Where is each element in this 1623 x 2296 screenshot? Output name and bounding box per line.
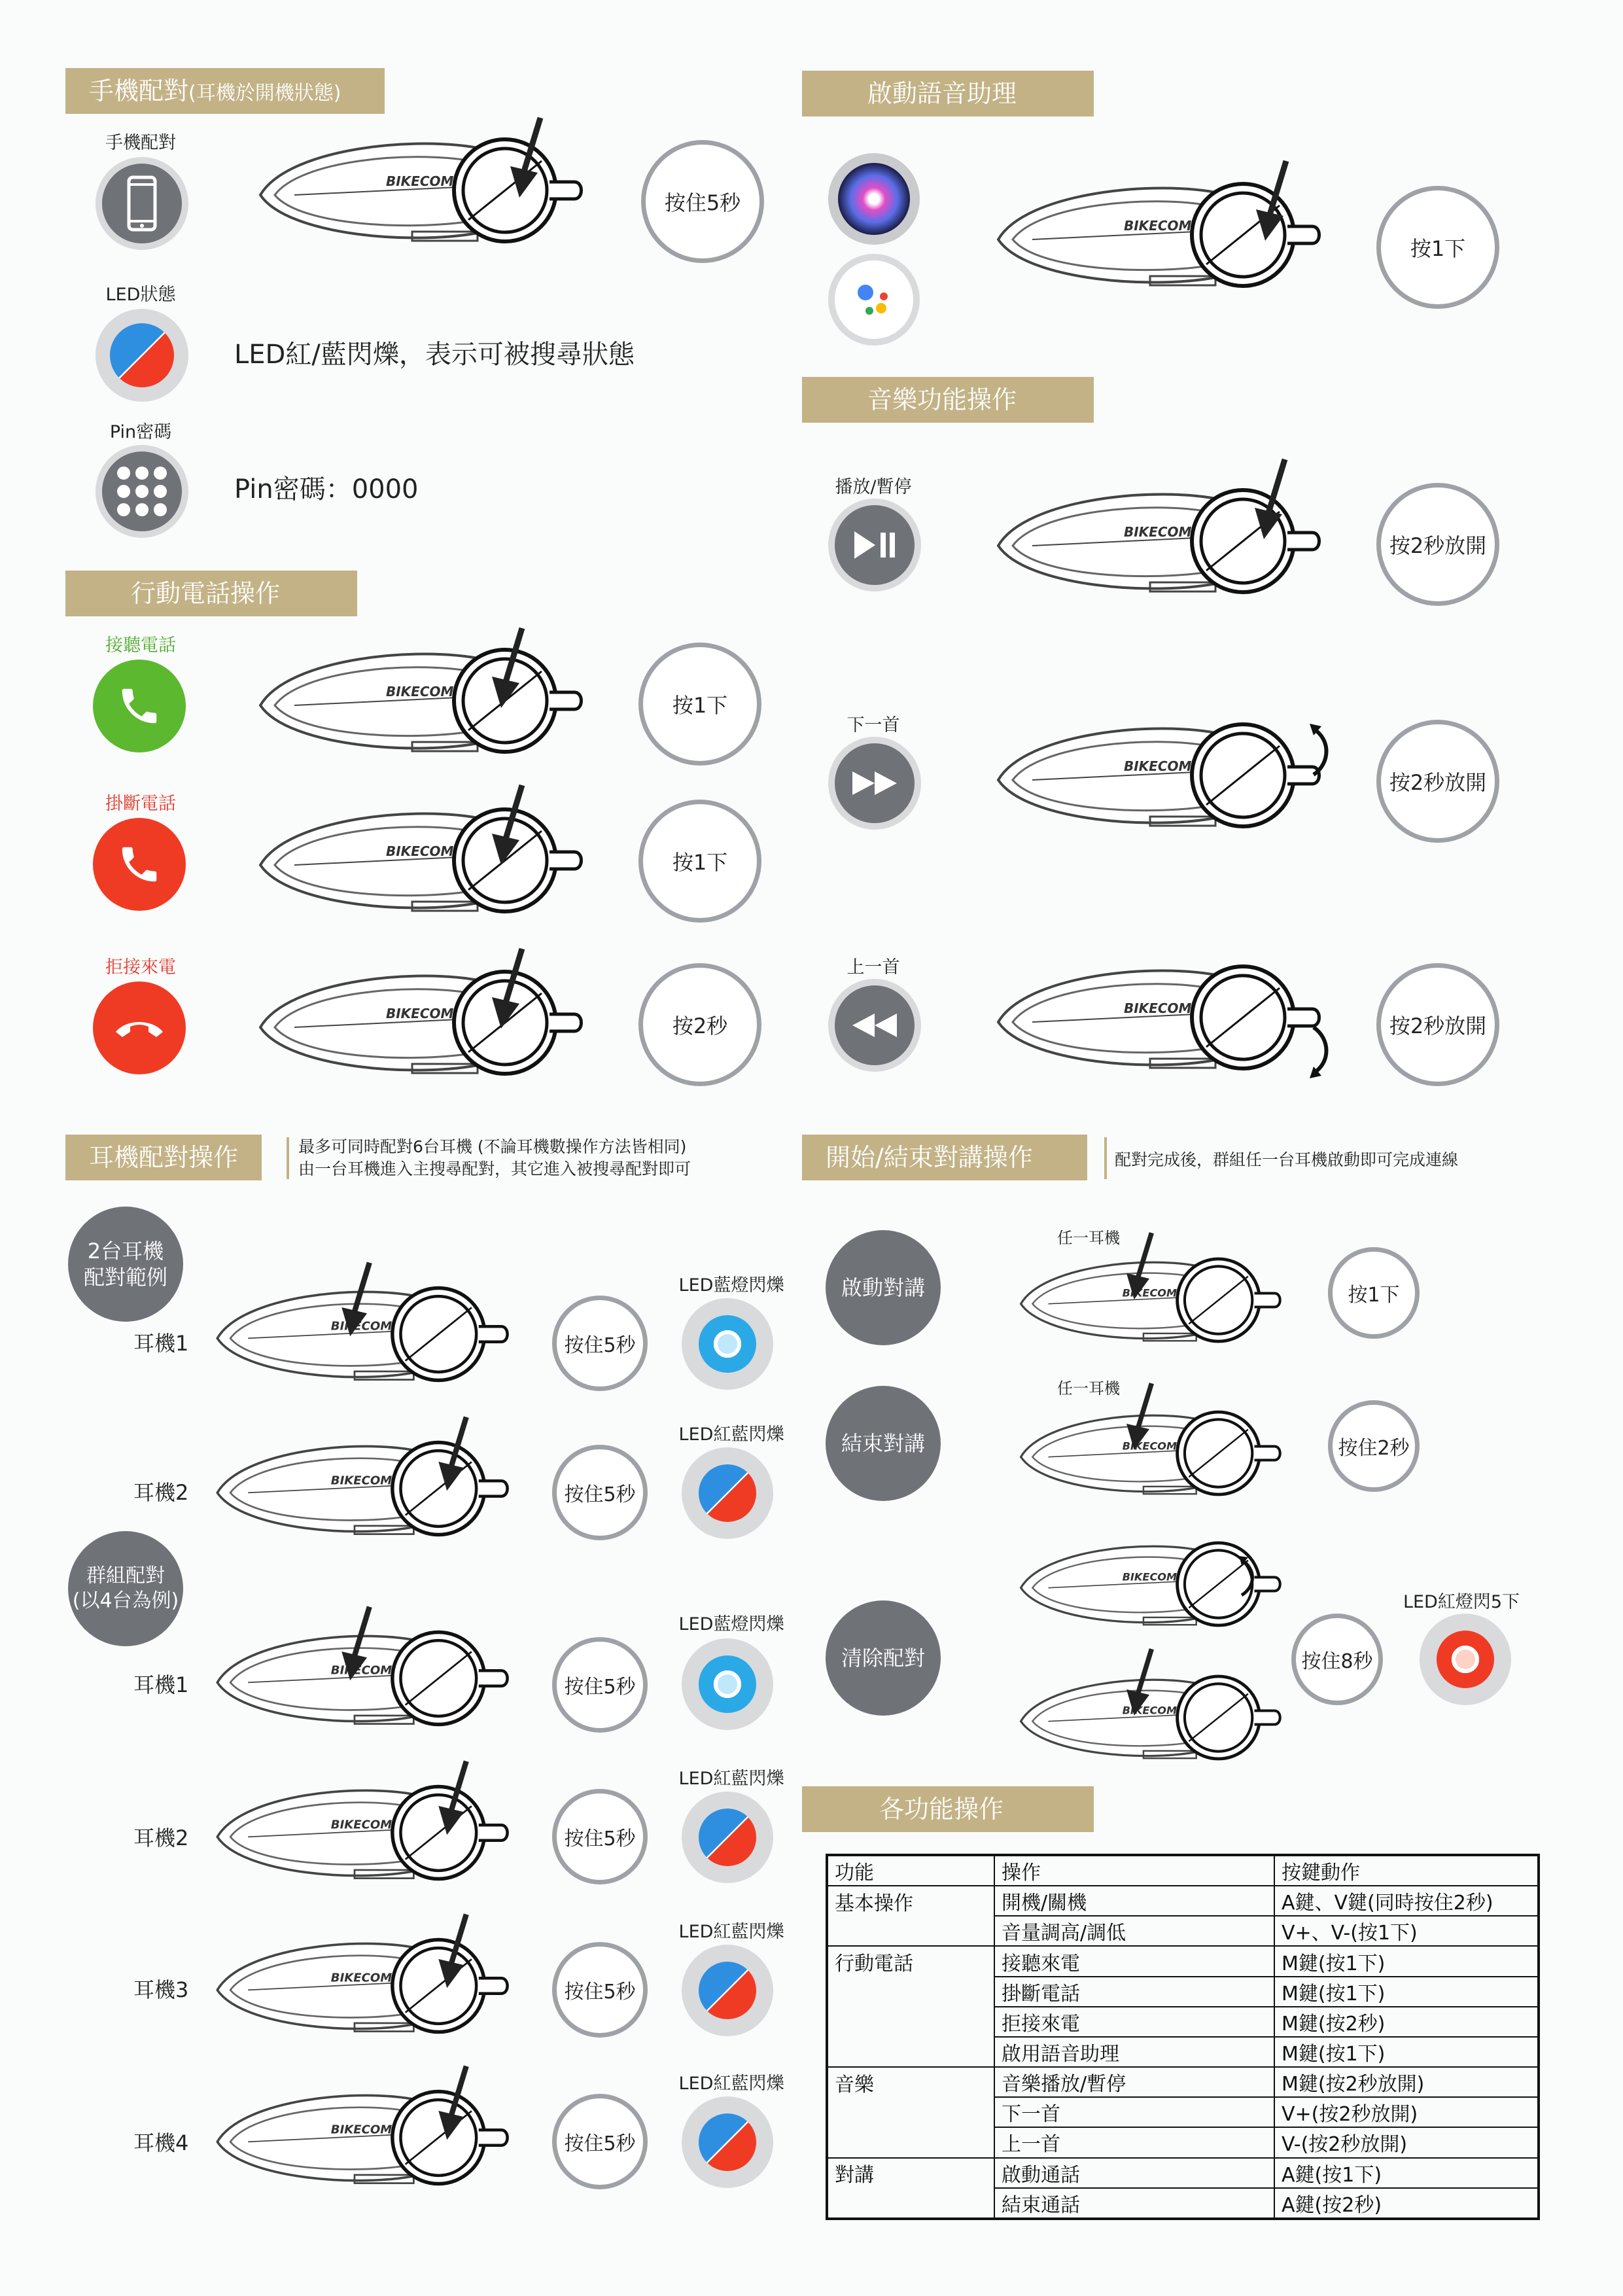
press-arrow-icon	[438, 1415, 475, 1493]
example-two-line2: 配對範例	[83, 1265, 167, 1290]
reject-phone-icon	[93, 981, 186, 1074]
table-header-row	[827, 1855, 1539, 1886]
led-status-text: LED紅/藍閃爍，表示可被搜尋狀態	[234, 340, 635, 370]
headset-pairing-header: 耳機配對操作	[65, 1135, 262, 1180]
table-cell: 下一首	[994, 2097, 1274, 2127]
group-headset-3-label: 耳機3	[133, 1977, 189, 2002]
pin-code-text: Pin密碼：0000	[234, 474, 419, 504]
two-headset-example-badge	[68, 1207, 183, 1322]
led-red-blue-label: LED紅藍閃爍	[678, 2074, 784, 2094]
table-cell: 對講	[827, 2158, 994, 2188]
headset-1-label: 耳機1	[133, 1331, 189, 1356]
phone-pairing-header	[65, 68, 385, 114]
table-cell	[827, 2037, 994, 2067]
headset-device	[249, 792, 589, 929]
table-cell: M鍵(按1下)	[1274, 1946, 1539, 1976]
press-arrow-icon	[1126, 1646, 1159, 1718]
led-red-blue-icon	[682, 1792, 773, 1883]
next-track-action-bubble: 按2秒放開	[1376, 720, 1499, 843]
group-headset-3-action-bubble: 按住5秒	[552, 1942, 648, 2038]
table-cell	[827, 2097, 994, 2127]
next-track-label: 下一首	[846, 715, 900, 735]
functions-header: 各功能操作	[802, 1786, 1094, 1832]
headset-device-rotate-down	[986, 949, 1327, 1086]
table-cell: A鍵(按1下)	[1274, 2158, 1539, 2188]
led-blue-icon	[682, 1298, 773, 1390]
press-arrow-icon	[438, 2064, 475, 2142]
phone-pair-label: 手機配對	[105, 133, 176, 153]
press-arrow-icon	[510, 115, 550, 200]
table-row	[827, 2188, 1539, 2219]
voice-assistant-header: 啟動語音助理	[802, 71, 1094, 116]
table-cell: 拒接來電	[994, 2007, 1274, 2037]
press-arrow-icon	[1126, 1381, 1159, 1453]
table-cell: 掛斷電話	[994, 1977, 1274, 2007]
table-cell: 音量調高/調低	[994, 1916, 1274, 1946]
led-red-blue-icon	[682, 1945, 773, 2036]
reject-call-action-bubble: 按2秒	[638, 963, 761, 1086]
rotate-arrow-icon	[1308, 1021, 1335, 1080]
group-headset-1-action-bubble: 按住5秒	[552, 1637, 648, 1733]
table-row	[827, 2037, 1539, 2067]
hang-up-label: 掛斷電話	[105, 794, 176, 814]
table-cell	[827, 2127, 994, 2157]
headset-pairing-note-1: 最多可同時配對6台耳機 (不論耳機數操作方法皆相同)	[298, 1137, 687, 1156]
answer-call-label: 接聽電話	[105, 635, 176, 656]
press-arrow-icon	[1255, 457, 1294, 542]
answer-phone-icon	[93, 660, 186, 752]
siri-icon	[828, 153, 920, 245]
press-arrow-icon	[438, 1912, 475, 1990]
table-cell	[827, 2007, 994, 2037]
press-arrow-icon	[492, 626, 531, 711]
led-blue-label: LED藍燈閃爍	[678, 1275, 784, 1296]
group-headset-4-action-bubble: 按住5秒	[552, 2094, 648, 2189]
example-two-line1: 2台耳機	[87, 1239, 164, 1263]
table-cell: V-(按2秒放開)	[1274, 2127, 1539, 2157]
phone-pairing-note: (耳機於開機狀態)	[188, 82, 341, 105]
table-row	[827, 1916, 1539, 1946]
table-cell: 啟動通話	[994, 2158, 1274, 2188]
table-cell: 音樂	[827, 2067, 994, 2097]
play-pause-action-bubble: 按2秒放開	[1376, 483, 1499, 606]
press-arrow-icon	[492, 783, 531, 868]
any-headset-label: 任一耳機	[1057, 1379, 1120, 1398]
led-red-blue-icon	[682, 1447, 773, 1539]
table-row	[827, 2158, 1539, 2188]
start-intercom-action-bubble: 按1下	[1328, 1247, 1420, 1339]
table-cell: 基本操作	[827, 1886, 994, 1916]
pin-label: Pin密碼	[109, 422, 172, 442]
table-header-cell: 功能	[827, 1855, 994, 1886]
table-cell: V+、V-(按1下)	[1274, 1916, 1539, 1946]
table-cell: V+(按2秒放開)	[1274, 2097, 1539, 2127]
reject-call-label: 拒接來電	[105, 957, 176, 978]
music-header: 音樂功能操作	[802, 377, 1094, 423]
table-header-cell: 按鍵動作	[1282, 1862, 1360, 1885]
rotate-arrow-icon	[1238, 1555, 1260, 1600]
headset-device	[249, 954, 589, 1091]
led-blue-icon	[682, 1638, 773, 1730]
table-cell	[827, 2188, 994, 2219]
press-arrow-icon	[492, 946, 531, 1031]
intercom-note: 配對完成後，群組任一台耳機啟動即可完成連線	[1115, 1150, 1459, 1169]
keypad-icon	[96, 445, 188, 538]
headset-2-label: 耳機2	[133, 1480, 189, 1505]
headset-2-action-bubble: 按住5秒	[552, 1445, 648, 1540]
group-headset-1-label: 耳機1	[133, 1672, 189, 1697]
stop-intercom-badge: 結束對講	[826, 1386, 941, 1501]
table-cell: 結束通話	[994, 2188, 1274, 2219]
phone-pairing-title: 手機配對	[89, 77, 189, 105]
headset-device-rotate-up	[986, 707, 1327, 844]
table-cell: A鍵(按2秒)	[1274, 2188, 1539, 2219]
start-intercom-badge: 啟動對講	[826, 1230, 941, 1345]
led-status-label: LED狀態	[105, 285, 176, 305]
table-cell: 接聽來電	[994, 1946, 1274, 1976]
table-cell: 上一首	[994, 2127, 1274, 2157]
intercom-header: 開始/結束對講操作	[802, 1135, 1087, 1180]
table-cell: A鍵、V鍵(同時按住2秒)	[1274, 1886, 1539, 1916]
voice-action-bubble: 按1下	[1376, 186, 1499, 309]
rotate-arrow-icon	[1308, 722, 1335, 781]
group-headset-2-action-bubble: 按住5秒	[552, 1789, 648, 1884]
press-arrow-icon	[341, 1604, 378, 1683]
answer-call-action-bubble: 按1下	[638, 643, 761, 766]
group-headset-2-label: 耳機2	[133, 1826, 189, 1850]
any-headset-label: 任一耳機	[1057, 1229, 1120, 1247]
example-group-line1: 群組配對	[86, 1564, 165, 1587]
table-cell: M鍵(按2秒)	[1274, 2007, 1539, 2037]
previous-track-label: 上一首	[846, 957, 900, 978]
google-assistant-icon	[828, 254, 920, 345]
led-red-flash-label: LED紅燈閃5下	[1403, 1592, 1520, 1612]
table-row	[827, 1977, 1539, 2007]
group-pairing-badge	[68, 1531, 183, 1646]
table-row	[827, 2067, 1539, 2097]
led-red-blue-label: LED紅藍閃爍	[678, 1424, 784, 1445]
table-row	[827, 1886, 1539, 1916]
table-row	[827, 2127, 1539, 2157]
function-table	[826, 1854, 1540, 2220]
table-row	[827, 2007, 1539, 2037]
table-cell: 開機/關機	[994, 1886, 1274, 1916]
clear-pairing-badge: 清除配對	[826, 1600, 941, 1716]
table-row	[827, 2097, 1539, 2127]
press-arrow-icon	[1256, 158, 1295, 243]
previous-track-action-bubble: 按2秒放開	[1376, 963, 1499, 1086]
example-group-line2: (以4台為例)	[72, 1589, 179, 1612]
table-cell: 音樂播放/暫停	[994, 2067, 1274, 2097]
hang-up-phone-icon	[93, 818, 186, 911]
table-cell: M鍵(按1下)	[1274, 2037, 1539, 2067]
table-cell: 行動電話	[827, 1946, 994, 1976]
stop-intercom-action-bubble: 按住2秒	[1328, 1400, 1420, 1492]
press-arrow-icon	[438, 1759, 475, 1837]
led-red-icon	[1420, 1614, 1511, 1705]
table-cell: M鍵(按2秒放開)	[1274, 2067, 1539, 2097]
led-red-blue-icon	[682, 2096, 773, 2188]
play-pause-label: 播放/暫停	[835, 477, 912, 497]
headset-device	[249, 632, 589, 769]
group-headset-4-label: 耳機4	[133, 2130, 189, 2155]
table-cell	[827, 1977, 994, 2007]
table-cell	[827, 1916, 994, 1946]
hang-up-action-bubble: 按1下	[638, 800, 761, 923]
table-cell: 啟用語音助理	[994, 2037, 1274, 2067]
divider	[287, 1137, 289, 1179]
smartphone-icon	[96, 157, 188, 250]
fast-forward-icon	[828, 737, 921, 830]
led-red-blue-label: LED紅藍閃爍	[678, 1922, 784, 1942]
led-red-blue-icon	[96, 309, 188, 402]
clear-pairing-action-bubble: 按住8秒	[1291, 1614, 1383, 1705]
table-row	[827, 1946, 1539, 1976]
play-pause-icon	[828, 499, 921, 592]
phone-pair-action-bubble: 按住5秒	[641, 140, 764, 263]
table-header-cell: 操作	[994, 1855, 1274, 1886]
headset-pairing-note-2: 由一台耳機進入主搜尋配對，其它進入被搜尋配對即可	[298, 1159, 691, 1178]
led-red-blue-label: LED紅藍閃爍	[678, 1769, 784, 1789]
headset-1-action-bubble: 按住5秒	[552, 1296, 648, 1391]
rewind-icon	[828, 979, 921, 1072]
calls-header: 行動電話操作	[65, 571, 357, 616]
divider	[1104, 1137, 1107, 1179]
press-arrow-icon	[341, 1260, 378, 1339]
press-arrow-icon	[1126, 1230, 1159, 1302]
led-blue-label: LED藍燈閃爍	[678, 1614, 784, 1634]
table-cell: M鍵(按1下)	[1274, 1977, 1539, 2007]
